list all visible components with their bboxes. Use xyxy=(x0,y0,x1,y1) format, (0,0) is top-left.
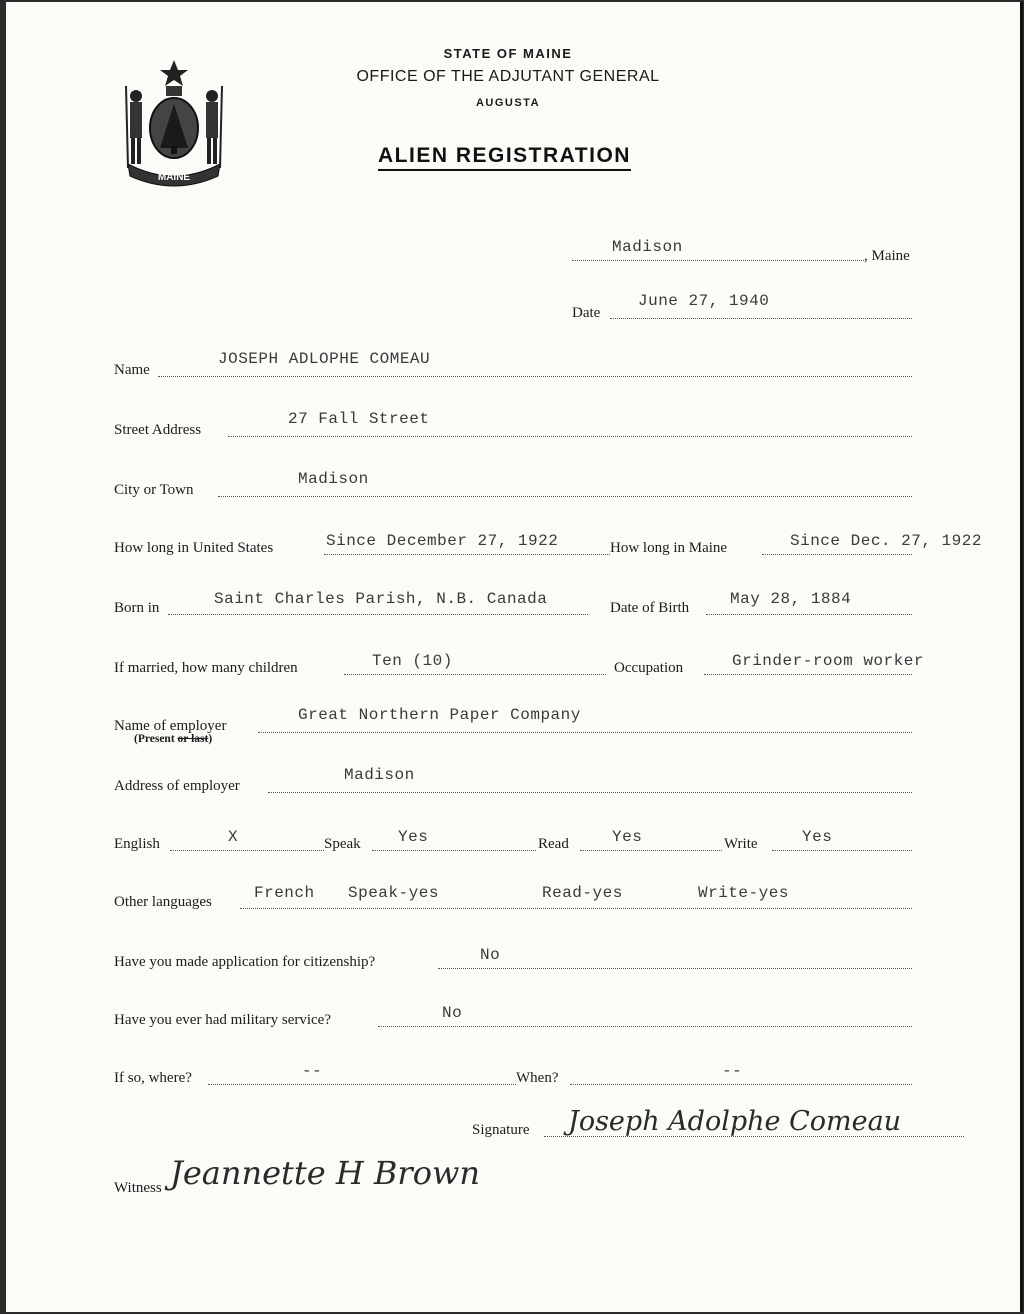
us-line xyxy=(324,554,610,555)
place-value: Madison xyxy=(612,238,683,256)
born-line xyxy=(168,614,588,615)
signature-handwriting: Joseph Adolphe Comeau xyxy=(568,1106,902,1137)
seal-banner-text: MAINE xyxy=(157,172,191,183)
occupation-label: Occupation xyxy=(614,660,684,676)
citizenship-label: Have you made application for citizenship? xyxy=(114,954,376,970)
place-suffix: , Maine xyxy=(864,248,910,264)
where-line xyxy=(208,1084,516,1085)
other-languages-label: Other languages xyxy=(114,894,212,910)
dob-value: May 28, 1884 xyxy=(730,590,852,608)
other-write-value: Write-yes xyxy=(698,884,789,902)
english-line xyxy=(170,850,324,851)
citizenship-value: No xyxy=(480,946,501,964)
citizenship-line xyxy=(438,968,912,969)
other-languages-line xyxy=(240,908,912,909)
date-label: Date xyxy=(572,305,601,321)
military-label: Have you ever had military service? xyxy=(114,1012,331,1028)
place-line xyxy=(572,260,864,261)
write-line xyxy=(772,850,912,851)
other-read-value: Read-yes xyxy=(542,884,623,902)
english-value: X xyxy=(228,828,239,846)
military-value: No xyxy=(442,1004,463,1022)
speak-label: Speak xyxy=(324,836,361,852)
born-label: Born in xyxy=(114,600,160,616)
maine-line xyxy=(762,554,912,555)
children-line xyxy=(344,674,606,675)
name-label: Name xyxy=(114,362,150,378)
occupation-line xyxy=(704,674,912,675)
date-line xyxy=(610,318,912,319)
city-label: City or Town xyxy=(114,482,194,498)
employer-sublabel: (Present or last) xyxy=(134,733,213,745)
header-office: OFFICE OF THE ADJUTANT GENERAL xyxy=(356,68,660,85)
speak-line xyxy=(372,850,536,851)
children-value: Ten (10) xyxy=(372,652,453,670)
born-value: Saint Charles Parish, N.B. Canada xyxy=(214,590,548,608)
where-value: -- xyxy=(302,1062,323,1080)
read-label: Read xyxy=(538,836,569,852)
document-page xyxy=(6,2,1023,1312)
write-label: Write xyxy=(724,836,758,852)
city-value: Madison xyxy=(298,470,369,488)
employer-line xyxy=(258,732,912,733)
employer-address-label: Address of employer xyxy=(114,778,240,794)
employer-label: Name of employer xyxy=(114,718,227,734)
write-value: Yes xyxy=(802,828,833,846)
header-state: STATE OF MAINE xyxy=(443,46,573,61)
employer-address-value: Madison xyxy=(344,766,415,784)
other-speak-value: Speak-yes xyxy=(348,884,439,902)
signature-line xyxy=(544,1136,964,1137)
speak-value: Yes xyxy=(398,828,429,846)
witness-label: Witness xyxy=(114,1180,162,1196)
header-city: AUGUSTA xyxy=(475,97,541,109)
signature-label: Signature xyxy=(472,1122,530,1138)
children-label: If married, how many children xyxy=(114,660,298,676)
name-value: JOSEPH ADLOPHE COMEAU xyxy=(218,350,431,368)
name-line xyxy=(158,376,912,377)
other-language-value: French xyxy=(254,884,315,902)
form-title: ALIEN REGISTRATION xyxy=(378,144,631,171)
street-label: Street Address xyxy=(114,422,202,438)
dob-line xyxy=(706,614,912,615)
read-line xyxy=(580,850,722,851)
dob-label: Date of Birth xyxy=(610,600,690,616)
street-line xyxy=(228,436,912,437)
witness-handwriting: Jeannette H Brown xyxy=(170,1154,480,1192)
us-value: Since December 27, 1922 xyxy=(326,532,559,550)
where-label: If so, where? xyxy=(114,1070,192,1086)
maine-value: Since Dec. 27, 1922 xyxy=(790,532,982,550)
city-line xyxy=(218,496,912,497)
us-label: How long in United States xyxy=(114,540,274,556)
read-value: Yes xyxy=(612,828,643,846)
when-line xyxy=(570,1084,912,1085)
when-label: When? xyxy=(516,1070,559,1086)
employer-address-line xyxy=(268,792,912,793)
english-label: English xyxy=(114,836,160,852)
street-value: 27 Fall Street xyxy=(288,410,430,428)
maine-label: How long in Maine xyxy=(610,540,728,556)
when-value: -- xyxy=(722,1062,743,1080)
occupation-value: Grinder-room worker xyxy=(732,652,924,670)
military-line xyxy=(378,1026,912,1027)
employer-value: Great Northern Paper Company xyxy=(298,706,581,724)
date-value: June 27, 1940 xyxy=(638,292,770,310)
